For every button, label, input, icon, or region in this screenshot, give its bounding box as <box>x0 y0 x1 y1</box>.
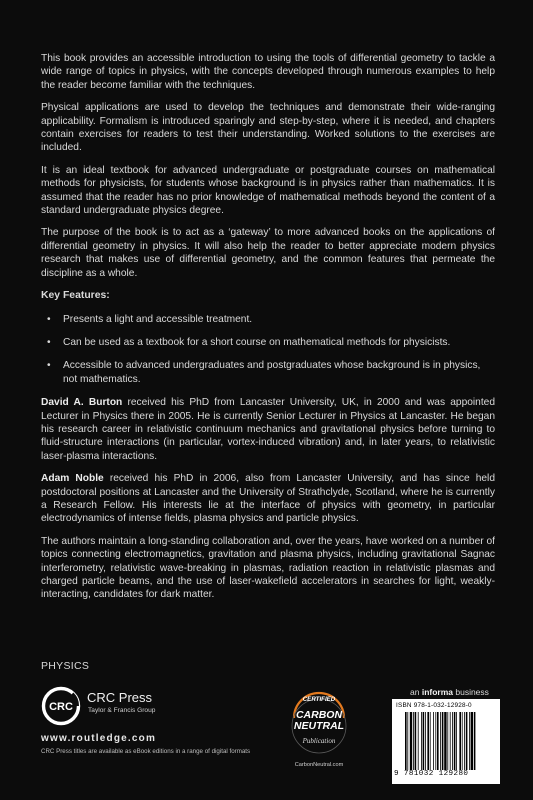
crc-logo-text: CRC <box>49 701 73 713</box>
intro-paragraph-3: It is an ideal textbook for advanced undergraduate or postgraduate courses on mathematical methods for physicists, for students whose background is in physics rather than mathematics. It is assumed that the reader has no prior knowledge of mathematical methods beyond the content of a standard undergraduate physics degree. <box>41 164 495 217</box>
key-feature-item: • Presents a light and accessible treatment. <box>41 313 495 326</box>
barcode-bar <box>452 712 453 770</box>
barcode-bar <box>440 712 441 770</box>
isbn-barcode-box <box>392 699 500 784</box>
barcode-bar <box>433 712 434 770</box>
barcode-bar <box>454 712 456 770</box>
barcode-bar <box>437 712 439 770</box>
barcode-bar <box>407 712 408 770</box>
informa-suffix: business <box>453 687 489 697</box>
publisher-website: www.routledge.com <box>41 733 157 744</box>
author-bio-text: received his PhD from Lancaster University, UK, in 2000 and was appointed Lecturer in Physics there in 2005. He is currently Senior Lecturer in Physics at Lancaster. He began his research career in relativistic continuum mechanics and gravitational physics before turning to fluid-structure interactions (in particular, vortex-induced vibration) and, in later years, to relativistic laser-plasma interactions. <box>41 397 495 462</box>
barcode-bar <box>474 712 476 770</box>
informa-tagline <box>410 687 489 697</box>
barcode-digits: 9 781032 129280 <box>394 770 469 778</box>
closing-paragraph: The authors maintain a long-standing collaboration and, over the years, have worked on a number of topics connecting electromagnetics, gravitation and plasma physics, including gravitational Sagnac interferometry, relativistic wave-breaking in plasmas, radiation reaction in relativistic plasmas and charged particle beams, and the use of laser-wakefield accelerators in searches for light, weakly-interacting, candidates for dark matter. <box>41 535 495 601</box>
barcode-bar <box>418 712 419 770</box>
carbon-neutral-badge-icon <box>286 688 352 760</box>
carbon-publication-text: Publication <box>302 737 336 745</box>
barcode-bar <box>450 712 451 770</box>
barcode-bar <box>462 712 463 770</box>
barcode-bar <box>447 712 448 770</box>
barcode-bar <box>413 712 414 770</box>
barcode-bar <box>444 712 446 770</box>
barcode-bar <box>442 712 444 770</box>
author-bio-burton <box>41 396 495 463</box>
intro-paragraph-4: The purpose of the book is to act as a ‘gateway’ to more advanced books on the applications of differential geometry in physics. It will also help the reader to better appreciate modern physics research that makes use of differential geometry, and the common features that permeate the discipline as a whole. <box>41 227 495 279</box>
publisher-name: CRC Press <box>87 690 153 705</box>
informa-prefix: an <box>410 687 422 697</box>
back-cover-text <box>41 52 495 611</box>
author-bio-noble <box>41 472 495 526</box>
barcode-bar <box>405 712 407 770</box>
barcode-bar <box>415 712 417 770</box>
key-features-heading: Key Features: <box>41 290 110 302</box>
barcode-bar <box>410 712 412 770</box>
carbon-neutral-url: CarbonNeutral.com <box>294 762 344 768</box>
author-name: Adam Noble <box>41 473 104 485</box>
ebook-note: CRC Press titles are available as eBook editions in a range of digital formats <box>41 748 251 755</box>
key-feature-item: • Accessible to advanced undergraduates and postgraduates whose background is in physics, not mathematics. <box>41 359 495 386</box>
subject-label: PHYSICS <box>41 660 90 672</box>
key-features-list <box>41 313 495 387</box>
isbn-label: ISBN 978-1-032-12928-0 <box>396 702 472 709</box>
barcode-bar <box>471 712 473 770</box>
crc-logo-icon <box>41 686 81 726</box>
carbon-certified-text: CERTIFIED <box>302 696 336 703</box>
carbon-carbon-text: CARBON <box>295 709 343 721</box>
barcode-bar <box>459 712 461 770</box>
barcode-bar <box>456 712 457 770</box>
barcode-bar <box>464 712 465 770</box>
barcode-bar <box>423 712 425 770</box>
carbon-neutral-text: NEUTRAL <box>293 720 345 732</box>
barcode-bar <box>466 712 468 770</box>
author-bio-text: received his PhD in 2006, also from Lancaster University, and has since held postdoctoral positions at Lancaster and the University of Strathclyde, Scotland, where he is currently a Research Fellow. His interests lie at the interface of physics with geometry, in particular electrodynamics of intense fields, plasma physics and particle physics. <box>41 473 495 525</box>
barcode-bar <box>421 712 422 770</box>
author-name: David A. Burton <box>41 397 123 409</box>
barcode-bar <box>427 712 429 770</box>
intro-paragraph-2: Physical applications are used to develop the techniques and demonstrate their wide-ranging applicability. Formalism is introduced sparingly and step-by-step, where it is needed, and chapters contain exercises for readers to test their understanding. Worked solutions to the exercises are included. <box>41 102 495 154</box>
intro-paragraph-1: This book provides an accessible introduction to using the tools of differential geometry to tackle a wide range of topics in physics, with the concepts developed through numerous examples to help the reader become familiar with the techniques. <box>41 53 495 91</box>
barcode-icon <box>404 712 498 770</box>
publisher-group: Taylor & Francis Group <box>88 707 156 714</box>
barcode-bar <box>430 712 431 770</box>
barcode-bar <box>469 712 470 770</box>
key-feature-item: • Can be used as a textbook for a short course on mathematical methods for physicists. <box>41 336 495 349</box>
barcode-bar <box>435 712 436 770</box>
barcode-bar <box>425 712 426 770</box>
informa-brand: informa <box>421 687 453 697</box>
